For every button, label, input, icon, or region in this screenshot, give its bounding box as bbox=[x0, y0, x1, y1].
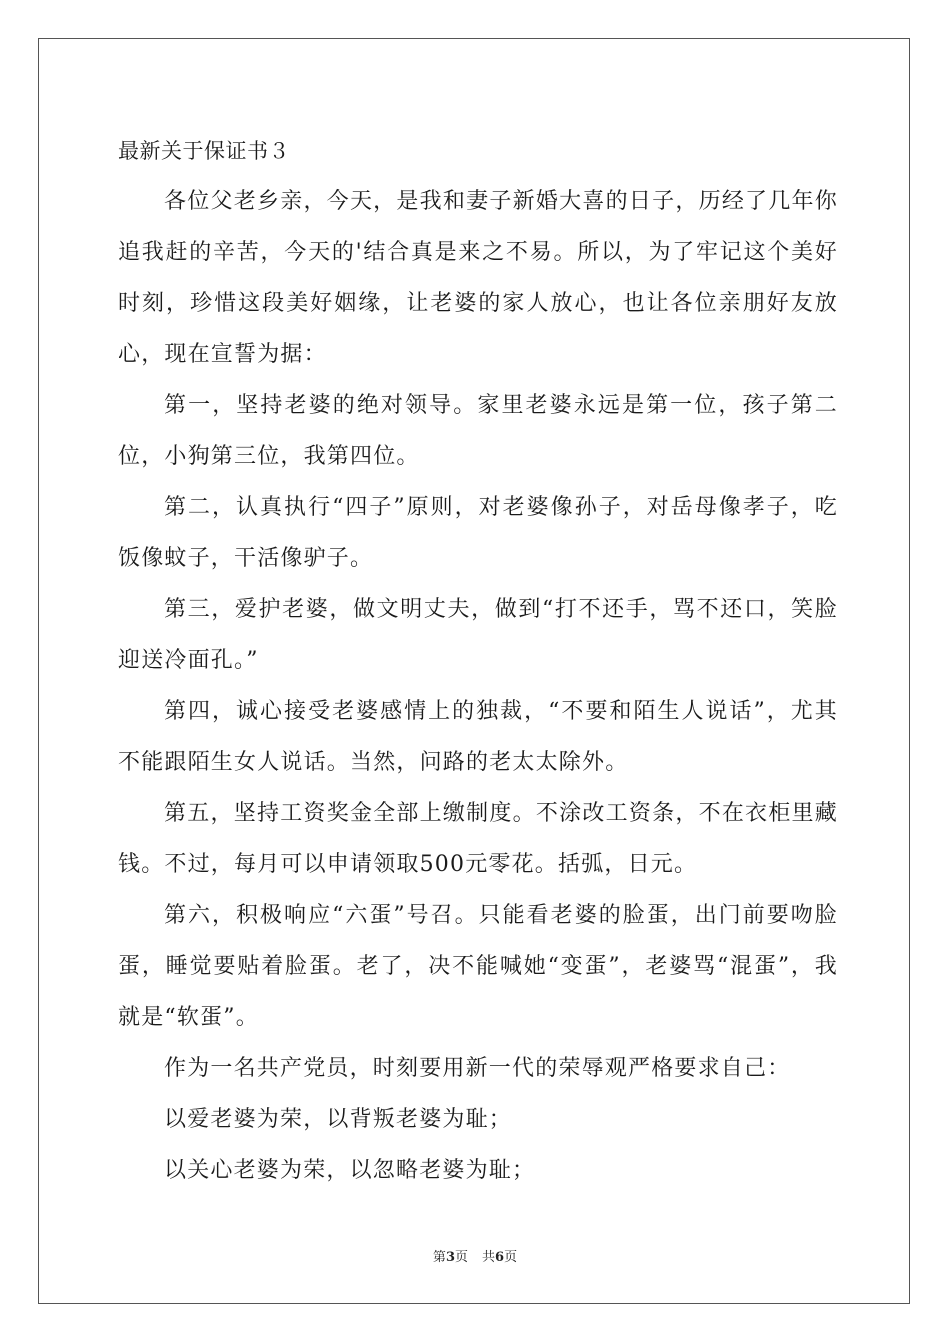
paragraph: 第一，坚持老婆的绝对领导。家里老婆永远是第一位，孩子第二位，小狗第三位，我第四位。 bbox=[118, 393, 838, 469]
paragraph: 第五，坚持工资奖金全部上缴制度。不涂改工资条，不在衣柜里藏钱。不过，每月可以申请领取500元零花。括弧，日元。 bbox=[118, 801, 838, 877]
paragraph: 第二，认真执行“四子”原则，对老婆像孙子，对岳母像孝子，吃饭像蚊子，干活像驴子。 bbox=[118, 495, 838, 571]
paragraph: 各位父老乡亲，今天，是我和妻子新婚大喜的日子，历经了几年你追我赶的辛苦，今天的'结合真是来之不易。所以，为了牢记这个美好时刻，珍惜这段美好姻缘，让老婆的家人放心，也让各位亲朋好友放心，现在宣誓为据： bbox=[118, 189, 838, 367]
page-footer bbox=[0, 1246, 950, 1265]
document-body bbox=[118, 126, 838, 1196]
paragraph: 以爱老婆为荣，以背叛老婆为耻； bbox=[164, 1107, 513, 1132]
page-total-prefix: 共 bbox=[482, 1250, 496, 1265]
page-number-suffix: 页 bbox=[454, 1250, 468, 1265]
page-total-suffix: 页 bbox=[504, 1250, 518, 1265]
paragraph: 作为一名共产党员，时刻要用新一代的荣辱观严格要求自己： bbox=[164, 1056, 791, 1081]
paragraph: 第六，积极响应“六蛋”号召。只能看老婆的脸蛋，出门前要吻脸蛋，睡觉要贴着脸蛋。老了，决不能喊她“变蛋”，老婆骂“混蛋”，我就是“软蛋”。 bbox=[118, 903, 838, 1030]
page-number-prefix: 第 bbox=[432, 1250, 446, 1265]
paragraph: 以关心老婆为荣，以忽略老婆为耻； bbox=[164, 1158, 536, 1183]
paragraph: 第三，爱护老婆，做文明丈夫，做到“打不还手，骂不还口，笑脸迎送冷面孔。” bbox=[118, 597, 838, 673]
paragraph: 第四，诚心接受老婆感情上的独裁，“不要和陌生人说话”，尤其不能跟陌生女人说话。当然，问路的老太太除外。 bbox=[118, 699, 838, 775]
document-title: 最新关于保证书３ bbox=[118, 139, 290, 163]
page-total: 6 bbox=[495, 1250, 505, 1265]
page-number-current: 3 bbox=[445, 1250, 455, 1265]
